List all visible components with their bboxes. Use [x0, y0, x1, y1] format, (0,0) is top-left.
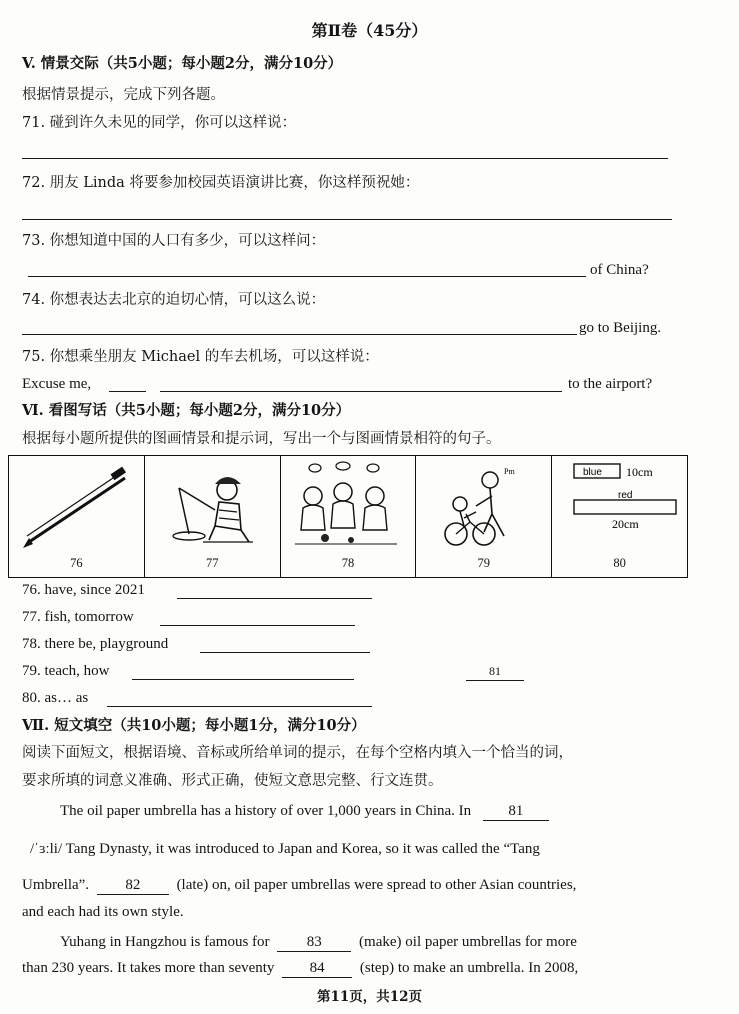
section-7-instruction-2: 要求所填的词意义准确、形式正确，使短文意思完整、行文连贯。 [22, 773, 443, 789]
question-73-tail: of China? [590, 262, 649, 278]
answer-line-78[interactable] [200, 652, 370, 653]
picture-cell-76 [9, 456, 145, 577]
ruler-comparison-icon [556, 460, 686, 550]
answer-line-72[interactable] [22, 219, 672, 220]
answer-line-80[interactable] [107, 706, 372, 707]
passage-text: than 230 years. It takes more than seventy [22, 960, 275, 976]
section-6-header: Ⅵ. 看图写话（共5小题；每小题2分，满分10分） [22, 402, 351, 419]
question-78: 78. there be, playground [22, 636, 169, 652]
passage-text: Umbrella”. [22, 877, 90, 893]
teaching-bike-icon [420, 460, 544, 550]
answer-line-73[interactable] [28, 276, 586, 277]
picture-number: 80 [613, 556, 626, 570]
passage-line-4: and each had its own style. [22, 904, 184, 920]
answer-line-74[interactable] [22, 334, 577, 335]
section-7-instruction-1: 阅读下面短文，根据语境、音标或所给单词的提示，在每个空格内填入一个恰当的词， [22, 745, 573, 761]
answer-line-76[interactable] [177, 598, 372, 599]
passage-line-1 [60, 803, 549, 821]
picture-79-label: Pm [504, 467, 516, 476]
picture-cell-77 [145, 456, 281, 577]
question-72: 72. 朋友 Linda 将要参加校园英语演讲比赛，你这样预祝她： [22, 175, 420, 191]
answer-line-79[interactable] [132, 679, 354, 680]
question-74: 74. 你想表达去北京的迫切心情，可以这么说： [22, 292, 326, 308]
pen-icon [13, 460, 137, 550]
passage-line-3 [22, 877, 576, 895]
blank-81[interactable]: 81 [483, 803, 549, 821]
fishing-boy-icon [149, 460, 273, 550]
answer-line-77[interactable] [160, 625, 355, 626]
question-74-tail: go to Beijing. [579, 320, 662, 336]
section-5-instruction: 根据情景提示，完成下列各题。 [22, 87, 225, 103]
picture-cell-80 [552, 456, 687, 577]
section-7-header: Ⅶ. 短文填空（共10小题；每小题1分，满分10分） [22, 717, 366, 734]
question-77: 77. fish, tomorrow [22, 609, 134, 625]
picture-number: 77 [205, 556, 219, 570]
ruler-blue-label: blue [583, 467, 603, 478]
passage-text: (make) oil paper umbrellas for more [359, 934, 577, 950]
section-5-header: V. 情景交际（共5小题；每小题2分，满分10分） [22, 55, 343, 72]
picture-number: 76 [70, 556, 83, 570]
ruler-red-label: red [618, 490, 633, 501]
ruler-blue-size: 10cm [626, 465, 653, 479]
part-title: 第Ⅱ卷（45分） [311, 21, 428, 40]
passage-line-6 [22, 960, 578, 978]
ruler-red-size: 20cm [612, 517, 639, 531]
question-75-tail: to the airport? [568, 376, 653, 392]
passage-line-5 [60, 934, 577, 952]
question-73: 73. 你想知道中国的人口有多少，可以这样问： [22, 233, 326, 249]
question-75-head: Excuse me, [22, 376, 92, 392]
picture-table [8, 455, 688, 578]
answer-line-71[interactable] [22, 158, 668, 159]
picture-cell-79 [416, 456, 552, 577]
kids-playground-icon [285, 460, 409, 550]
page-footer: 第11页，共12页 [316, 989, 423, 1005]
question-76: 76. have, since 2021 [22, 582, 145, 598]
blank-82[interactable]: 82 [97, 877, 169, 895]
picture-number: 79 [477, 556, 491, 570]
section-6-instruction: 根据每小题所提供的图画情景和提示词，写出一个与图画情景相符的句子。 [22, 431, 501, 447]
passage-line-2: /ˈɜːli/ Tang Dynasty, it was introduced to Japan and Korea, so it was called the “Tang [30, 841, 540, 857]
blank-84[interactable]: 84 [282, 960, 352, 978]
answer-line-75a[interactable] [109, 391, 146, 392]
passage-text: (step) to make an umbrella. In 2008, [359, 960, 579, 976]
blank-83[interactable]: 83 [277, 934, 351, 952]
passage-text: Yuhang in Hangzhou is famous for [60, 934, 270, 950]
passage-text: (late) on, oil paper umbrellas were spread to other Asian countries, [176, 877, 577, 893]
question-79: 79. teach, how [22, 663, 110, 679]
question-71: 71. 碰到许久未见的同学，你可以这样说： [22, 115, 297, 131]
question-79-aside: 81 [466, 662, 524, 681]
picture-cell-78 [281, 456, 417, 577]
picture-number: 78 [341, 556, 355, 570]
question-80: 80. as… as [22, 690, 89, 706]
answer-line-75b[interactable] [160, 391, 562, 392]
passage-text: The oil paper umbrella has a history of over 1,000 years in China. In [60, 803, 472, 819]
question-75: 75. 你想乘坐朋友 Michael 的车去机场，可以这样说： [22, 349, 379, 365]
